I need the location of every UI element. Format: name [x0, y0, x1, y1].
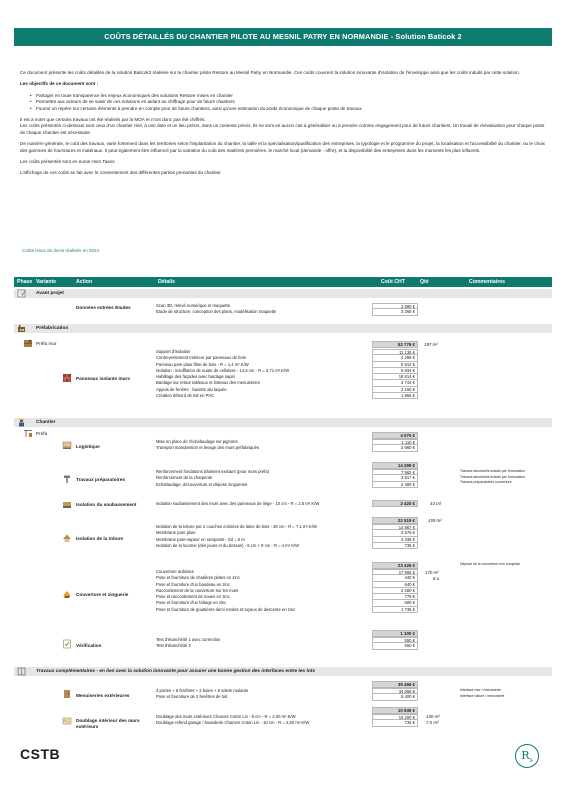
window-icon: [17, 667, 26, 676]
roof-icon: [62, 533, 72, 543]
donnees-values: 2 580 € 3 265 €: [372, 303, 418, 316]
hammer-icon: [62, 474, 72, 484]
menuiseries-values: 34 056 € 5 400 €: [372, 688, 418, 701]
roof-tiles-icon: [62, 589, 72, 599]
action-isolation-toiture: Isolation de la toiture: [76, 536, 124, 541]
travaux-prep-total: 14 299 €: [372, 462, 418, 469]
couverture-values: 17 966 € 440 € 640 € 2 280 € 779 € 500 € 1 736 €: [372, 569, 418, 613]
header-qty: Qté: [420, 279, 429, 285]
header-action: Action: [76, 279, 93, 285]
action-couverture-zinguerie: Couverture et zinguerie: [76, 592, 129, 597]
crane-icon: [23, 429, 33, 438]
header-phase: Phase: [17, 279, 33, 285]
action-logistique: Logistique: [76, 444, 100, 449]
verification-lines: Test d'étanchéité 1 avec correction Test d'étanchéité 2: [156, 637, 221, 649]
phase-band-chantier: Chantier: [14, 418, 552, 427]
soubassement-line: Isolation soubassement des murs avec des panneaux de liège - 10 cm - R = 2,5 m².K/W: [156, 501, 320, 506]
action-verification: Vérification: [76, 643, 102, 648]
phase-band-avant-projet: Avant projet: [14, 289, 552, 298]
soubassement-total: 2 420 €: [372, 500, 418, 507]
verification-values: 550 € 550 €: [372, 637, 418, 650]
toiture-lines: Isolation de la toiture par 2 couches croisées de laine de bois - 26 cm - R = 7,1 m².K/W Membrane pare pluie Membrane pare-vapeur en rampants - Sd = 5 m Isolation de la lucarne (des joues et du dessus) - 8 cm + 8 cm - R = 4 m².K/W: [156, 524, 317, 548]
objective-item: • Permettre aux acteurs de se saisir de ces solutions en aidant au chiffrage pour de futurs chantiers: [30, 99, 545, 105]
menuiseries-total: 39 456 €: [372, 681, 418, 688]
doublage-values: 10 200 € 735 €: [372, 714, 418, 727]
objectives-list: [30, 93, 545, 112]
intro-paragraph-1: Ce document présente les coûts détaillés de la solution Baticok2 réalisée sur le chantier pilote Restore au Mesnil Patry en Normandie. Ces coûts couvrent la solution innovante d'isolation de l'enveloppe ainsi que les coûts induits par cette solution.: [20, 70, 520, 75]
variant-prefa-mur: Préfa mur: [36, 341, 57, 346]
logistique-total: 4 070 €: [372, 432, 418, 439]
doublage-total: 10 935 €: [372, 707, 418, 714]
insulation-icon: [62, 716, 72, 726]
panneaux-qty: 197 m²: [424, 342, 438, 347]
notepad-icon: [17, 289, 26, 298]
travaux-prep-lines: Renforcement fondations bâtiment existant (pour murs préfa) Renforcement de la charpente Echafaudage, découverture et dépose zingueries: [156, 469, 270, 487]
header-variant: Variante: [36, 279, 57, 285]
toiture-qty: 159 m²: [428, 518, 442, 523]
couverture-comment: Dépose de la couverture non comprise: [460, 562, 521, 566]
header-details: Détails: [158, 279, 176, 285]
checklist-icon: [62, 639, 72, 649]
phase-band-complementaires: Travaux complémentaires - en lien avec la solution innovante pour assurer une bonne gestion des interfaces entre les lots: [14, 667, 552, 676]
objective-item: • Fournir un repère sur certains éléments à prendre en compte pour de futurs chantiers, ainsi qu'une estimation du poids économique de chaque poste de travaux: [30, 106, 545, 112]
travaux-prep-values: 7 962 € 3 817 € 2 480 €: [372, 469, 418, 488]
travaux-prep-comments: Travaux structurels induits par l'innovation Travaux structurels induits par l'innovation Travaux préparatoires couverture: [460, 469, 526, 485]
intro-paragraph-4: De manière générale, le coût des travaux, varie fortement dans les territoires selon l'implantation du chantier, la taille et la spécialisation/qualification des entreprises, la typologie et le programme du projet, la localisation et l'accessibilité du chantier, ou le choix des gammes de fournitures et matériaux. Il peut également être influencé par la variation du coût des matières premières, le marché local (demande - offre), et la disponibilité des entreprises dans les moments les plus influents.: [20, 141, 545, 153]
action-doublage: Doublage intérieur des murs extérieurs: [76, 718, 140, 730]
couverture-qty: 170 m²: [425, 570, 439, 575]
doublage-lines: Doublage des murs extérieurs Chanvre Coton Lin - 8 cm - R = 2,00 m².K/W Doublage refend garage / buanderie Chanvre Coton Lin - 10 cm - R = 2,50 m².K/W: [156, 714, 310, 726]
action-donnees-etudes: Données entrées Etudes: [76, 305, 131, 310]
toiture-total: 22 519 €: [372, 517, 418, 524]
cost-table: [14, 277, 552, 737]
intro-paragraph-5: Les coûts présentés sont en euros Hors Taxes.: [20, 159, 116, 165]
logistique-lines: Mise en place de l'échafaudage sur pignons Transport manutention et levage des murs préfabriqués: [156, 439, 259, 451]
objectives-title: Les objectifs de ce document sont :: [20, 81, 99, 87]
action-panneaux-isolants: Panneaux isolants murs: [76, 376, 130, 381]
menuiseries-lines: 3 portes + 8 fenêtres + 2 baies + 8 volets roulants Pose et fourniture de 2 fenêtres de toit: [156, 688, 249, 700]
foundation-icon: [62, 499, 72, 509]
source-note: Coûts issus de devis réalisés en 2024: [22, 248, 100, 253]
panneaux-total: 52 776 €: [372, 341, 418, 348]
action-travaux-preparatoires: Travaux préparatoires: [76, 477, 125, 482]
restore-logo: $R_s$: [515, 744, 539, 768]
doublage-qtys: 150 m² 7,5 m²: [426, 714, 440, 726]
couverture-lines: Couverture ardoises Pose et fourniture de chatières plates en zinc Pose et fourniture d'un bandeau en zinc Raccordement de la couverture sur les murs Pose et raccordement de noues en zinc Pose et fourniture d'un faîtage en zinc Pose et fourniture de gouttières demi rondes et tuyaux de descente en zinc: [156, 569, 296, 612]
door-icon: [62, 689, 72, 699]
donnees-lines: Scan 3D, relevé numérique et maquette Etude de structure, conception des plans, modélisation maquette: [156, 303, 277, 315]
brick-icon: [62, 373, 72, 383]
action-menuiseries: Menuiseries extérieures: [76, 693, 130, 698]
table-header: [14, 277, 552, 287]
toiture-values: 14 867 € 3 578 € 3 338 € 736 €: [372, 524, 418, 549]
page-title: COÛTS DÉTAILLÉS DU CHANTIER PILOTE AU MESNIL PATRY EN NORMANDIE - Solution Baticok 2: [14, 28, 552, 46]
variant-prefa: Préfa: [36, 431, 48, 436]
intro-paragraph-2: Il est à noter que certains travaux ont été réalisés par la MOA et n'ont donc pas été chiffrés. Les coûts présentés ci-dessous sont ceux d'un chantier réel, à une date et un lieu précis, dans un contexte précis. Ils ne sont en aucun cas à généraliser ou à prendre comme engagement pour de futurs chantiers. Un travail de réévaluation pour chaque poste de chaque chantier est nécessaire.: [20, 117, 545, 135]
panneaux-lines: Support d'isolation Contreventement intérieur par panneaux de bois Panneau pare pluie fibre de bois - R = 1,4 m².K/W Isolation : insufflation de ouate de cellulose - 14,5 cm - R = 3,71 m².K/W Habillage des façades avec bardage sapin Bardage sur retour tableaux et linteaux des menuiseries Appuis de fenêtre : bavette alu laquée Création débord de toit en PVC: [156, 349, 290, 399]
wall-panel-icon: [23, 339, 33, 348]
panneaux-values: 11 136 € 4 286 € 5 812 € 5 834 € 18 814 € 3 744 € 2 150 € 1 856 €: [372, 349, 418, 399]
phase-band-prefabrication: Préfabrication: [14, 324, 552, 333]
verification-total: 1 100 €: [372, 630, 418, 637]
soubassement-qty: 44 ml: [430, 501, 441, 506]
couverture-qty-2: 8 u: [433, 576, 440, 581]
logistique-values: 1 110 € 2 960 €: [372, 439, 418, 452]
factory-icon: [17, 324, 26, 333]
header-comments: Commentaires: [469, 279, 506, 285]
objective-item: • Partager en toute transparence les enjeux économiques des solutions Restore mises en chantier: [30, 93, 545, 99]
cstb-logo: CSTB: [20, 746, 61, 762]
header-cost: Coût CHT: [381, 279, 405, 285]
menuiseries-comments: Interface mur / menuiserie Interface toiture / menuiserie: [460, 688, 505, 698]
intro-text: [20, 70, 545, 182]
intro-paragraph-6: L'affichage de ces coûts se fait avec le consentement des différentes parties prenantes du chantier.: [20, 170, 222, 176]
pallet-icon: [62, 441, 72, 451]
couverture-total: 23 426 €: [372, 562, 418, 569]
worker-icon: [17, 418, 26, 427]
action-isolation-soubassement: Isolation du soubassement: [76, 502, 137, 507]
